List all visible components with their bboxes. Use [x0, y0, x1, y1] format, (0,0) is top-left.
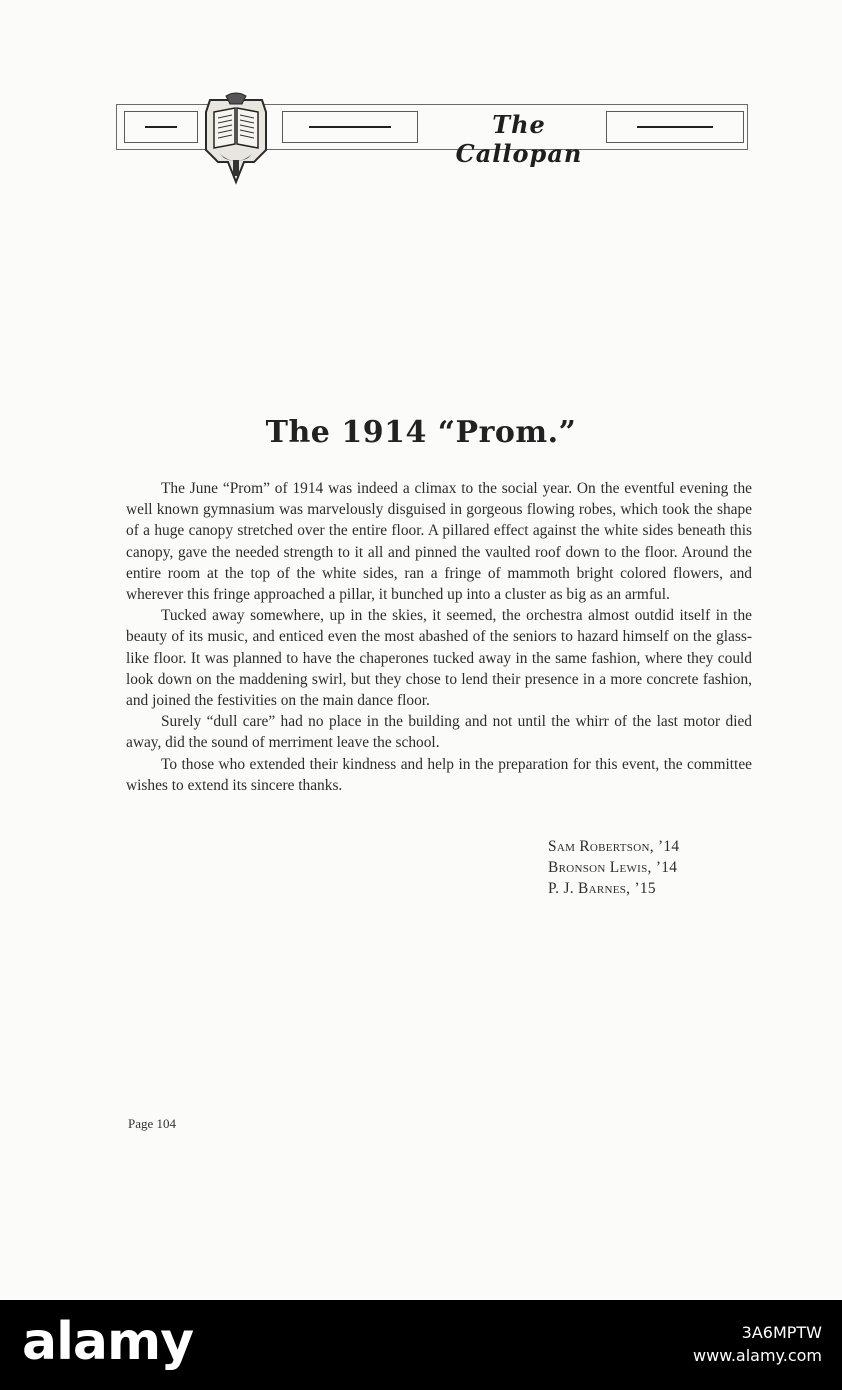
- banner-box-middle: [282, 111, 418, 143]
- signature: Sam Robertson, ’14: [548, 838, 680, 855]
- site-url: www.alamy.com: [693, 1346, 822, 1365]
- paragraph: To those who extended their kindness and help in the preparation for this event, the committee wishes to extend its sincere thanks.: [126, 755, 752, 794]
- header-banner: [116, 92, 748, 192]
- article-body: [126, 478, 752, 796]
- paragraph: The June “Prom” of 1914 was indeed a climax to the social year. On the eventful evening the well known gymnasium was marvelously disguised in gorgeous flowing robes, which took the shape of a huge canopy stretched over the entire floor. A pillared effect against the white sides beneath this canopy, gave the needed strength to it all and pinned the vaulted roof down to the floor. Around the entire room at the top of the white sides, ran a fringe of mammoth bright colored flowers, and wherever this fringe approached a pillar, it bunched up into a cluster as big as an armful.: [126, 480, 752, 604]
- signature: P. J. Barnes, ’15: [548, 880, 656, 898]
- alamy-logo: alamy: [22, 1312, 194, 1372]
- signature: Bronson Lewis, ’14: [548, 859, 678, 877]
- paragraph: Surely “dull care” had no place in the building and not until the whirr of the last motor died away, did the sound of merriment leave the school.: [126, 713, 752, 752]
- running-title: The Callopan: [455, 110, 583, 168]
- paragraph: Tucked away somewhere, up in the skies, it seemed, the orchestra almost outdid itself in the beauty of its music, and enticed even the most abashed of the seniors to hazard himself on the glass-like floor. It was planned to have the chaperones tucked away in the same fashion, where they could look down on the maddening swirl, but they chose to lend their presence in a more concrete fashion, and joined the festivities on the main dance floor.: [126, 607, 752, 710]
- signature-block: [548, 836, 748, 900]
- image-id: 3A6MPTW: [741, 1323, 822, 1342]
- article-title: The 1914 “Prom.”: [265, 415, 577, 450]
- banner-box-right: [606, 111, 744, 143]
- banner-box-left: [124, 111, 198, 143]
- book-emblem-icon: [200, 92, 272, 188]
- page-number: Page 104: [128, 1116, 177, 1131]
